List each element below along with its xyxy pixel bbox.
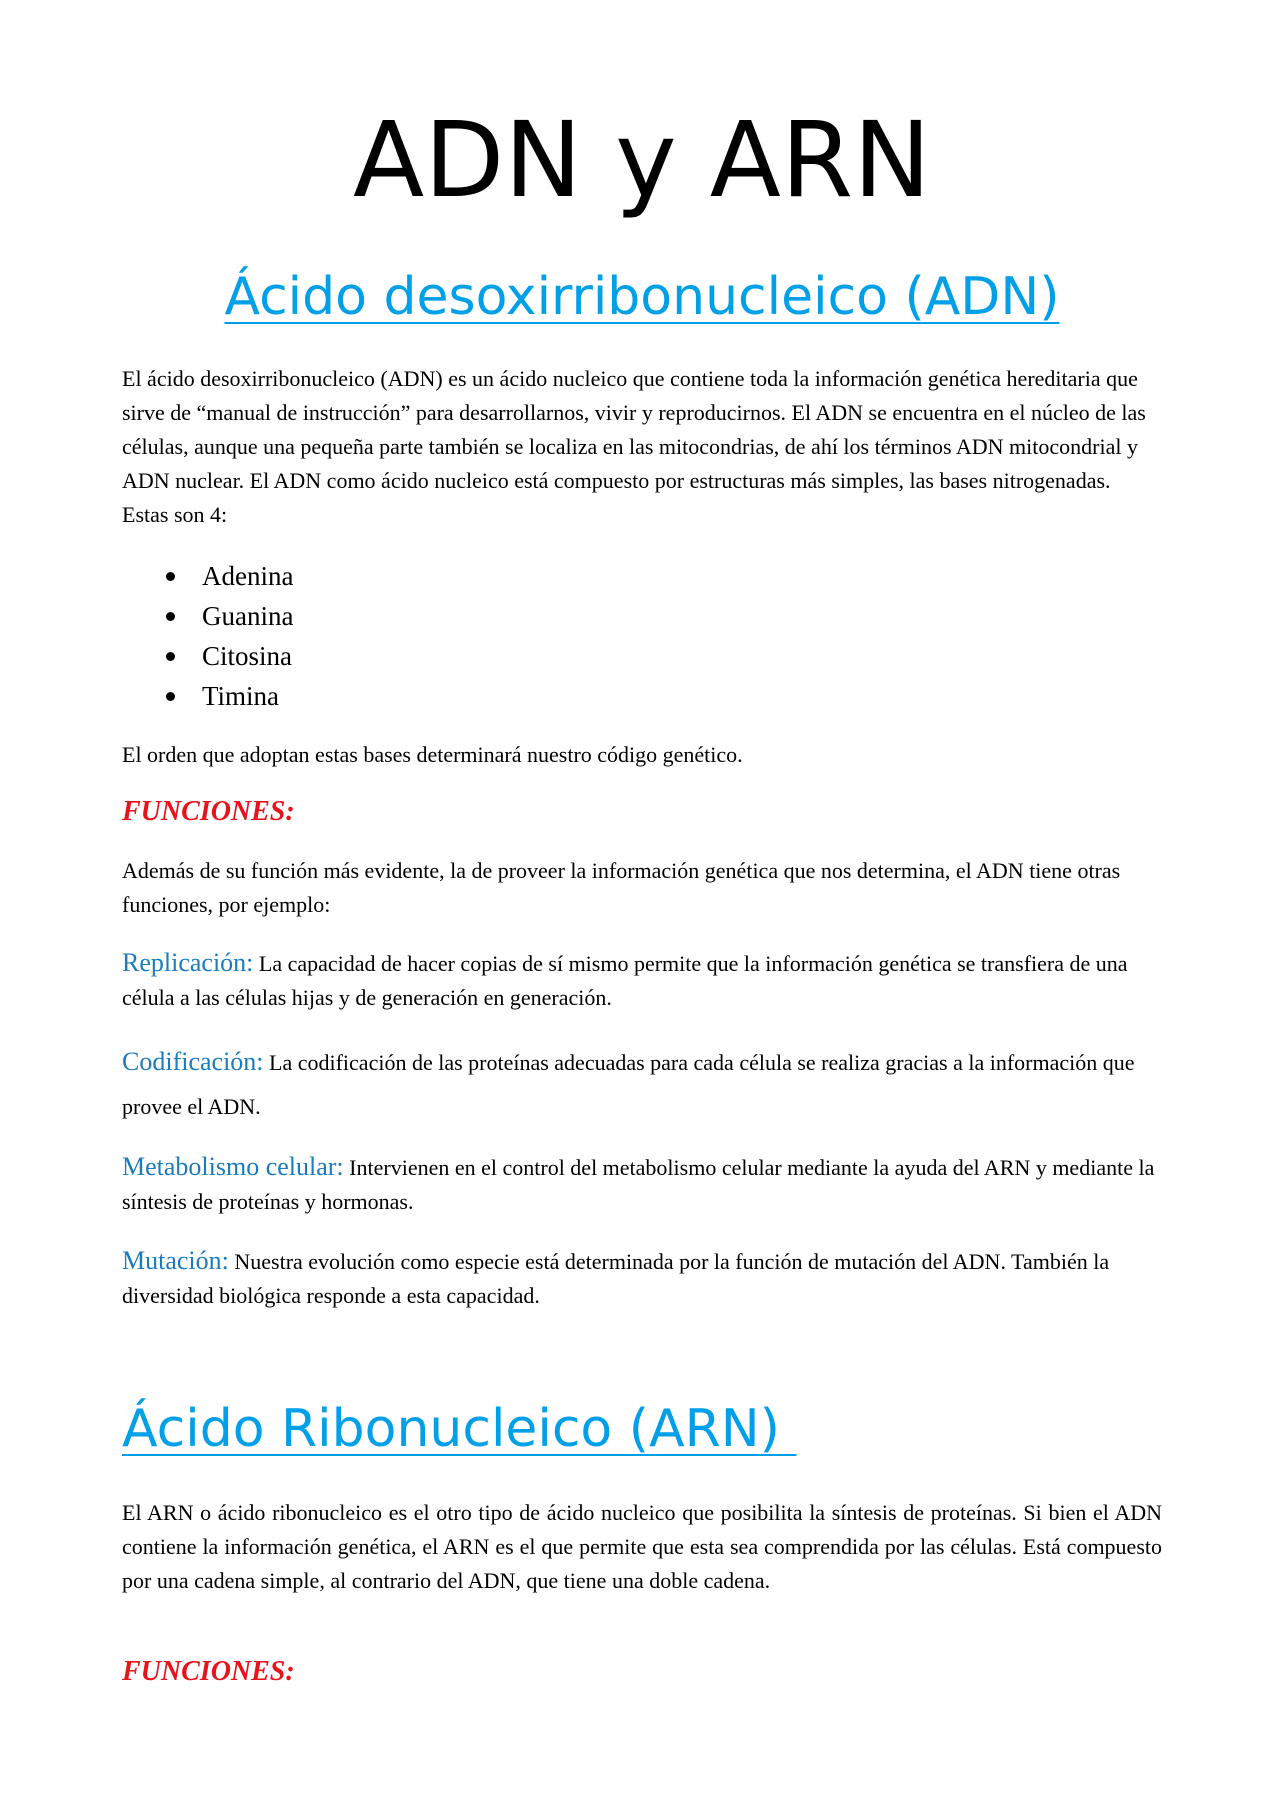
list-item: [162, 556, 293, 596]
bullet-icon: [166, 692, 175, 701]
base-label: Timina: [202, 681, 280, 711]
function-term: Metabolismo celular:: [122, 1152, 344, 1181]
function-text: La codificación de las proteínas adecuadas para cada célula se realiza gracias a la información que provee el ADN.: [122, 1050, 1135, 1119]
arn-heading[interactable]: Ácido Ribonucleico (ARN): [122, 1399, 797, 1459]
arn-functions-label: FUNCIONES:: [122, 1656, 295, 1687]
bases-list: [162, 556, 293, 716]
adn-heading[interactable]: Ácido desoxirribonucleico (ADN): [224, 267, 1060, 327]
function-text: Nuestra evolución como especie está determinada por la función de mutación del ADN. También la diversidad biológica responde a esta capacidad.: [122, 1249, 1110, 1308]
arn-intro-paragraph: El ARN o ácido ribonucleico es el otro tipo de ácido nucleico que posibilita la síntesis de proteínas. Si bien el ADN contiene la información genética, el ARN es el que permite que esta sea comprendida por las células. Está compuesto por una cadena simple, al contrario del ADN, que tiene una doble cadena.: [122, 1500, 1162, 1593]
base-label: Citosina: [202, 641, 293, 671]
adn-intro-paragraph: El ácido desoxirribonucleico (ADN) es un ácido nucleico que contiene toda la información genética hereditaria que sirve de “manual de instrucción” para desarrollarnos, vivir y reproducirnos. El ADN se encuentra en el núcleo de las células, aunque una pequeña parte también se localiza en las mitocondrias, de ahí los términos ADN mitocondrial y ADN nuclear. El ADN como ácido nucleico está compuesto por estructuras más simples, las bases nitrogenadas. Estas son 4:: [122, 366, 1146, 527]
functions-intro-paragraph: Además de su función más evidente, la de proveer la información genética que nos determina, el ADN tiene otras funciones, por ejemplo:: [122, 858, 1121, 917]
base-label: Adenina: [202, 561, 294, 591]
function-metabolismo: [122, 1150, 1162, 1219]
function-term: Codificación:: [122, 1047, 264, 1076]
bullet-icon: [166, 572, 175, 581]
bullet-icon: [166, 612, 175, 621]
function-text: Intervienen en el control del metabolismo celular mediante la ayuda del ARN y mediante la síntesis de proteínas y hormonas.: [122, 1155, 1155, 1214]
document-title: ADN y ARN: [353, 99, 931, 221]
list-item: [162, 596, 293, 636]
function-term: Mutación:: [122, 1246, 229, 1275]
function-mutacion: [122, 1244, 1162, 1313]
function-replicacion: [122, 946, 1162, 1015]
bullet-icon: [166, 652, 175, 661]
function-codificacion: [122, 1040, 1162, 1129]
order-paragraph: El orden que adoptan estas bases determinará nuestro código genético.: [122, 742, 743, 767]
list-item: [162, 676, 293, 716]
function-text: La capacidad de hacer copias de sí mismo permite que la información genética se transfiera de una célula a las células hijas y de generación en generación.: [122, 951, 1128, 1010]
adn-functions-label: FUNCIONES:: [122, 796, 295, 827]
function-term: Replicación:: [122, 948, 254, 977]
base-label: Guanina: [202, 601, 294, 631]
list-item: [162, 636, 293, 676]
